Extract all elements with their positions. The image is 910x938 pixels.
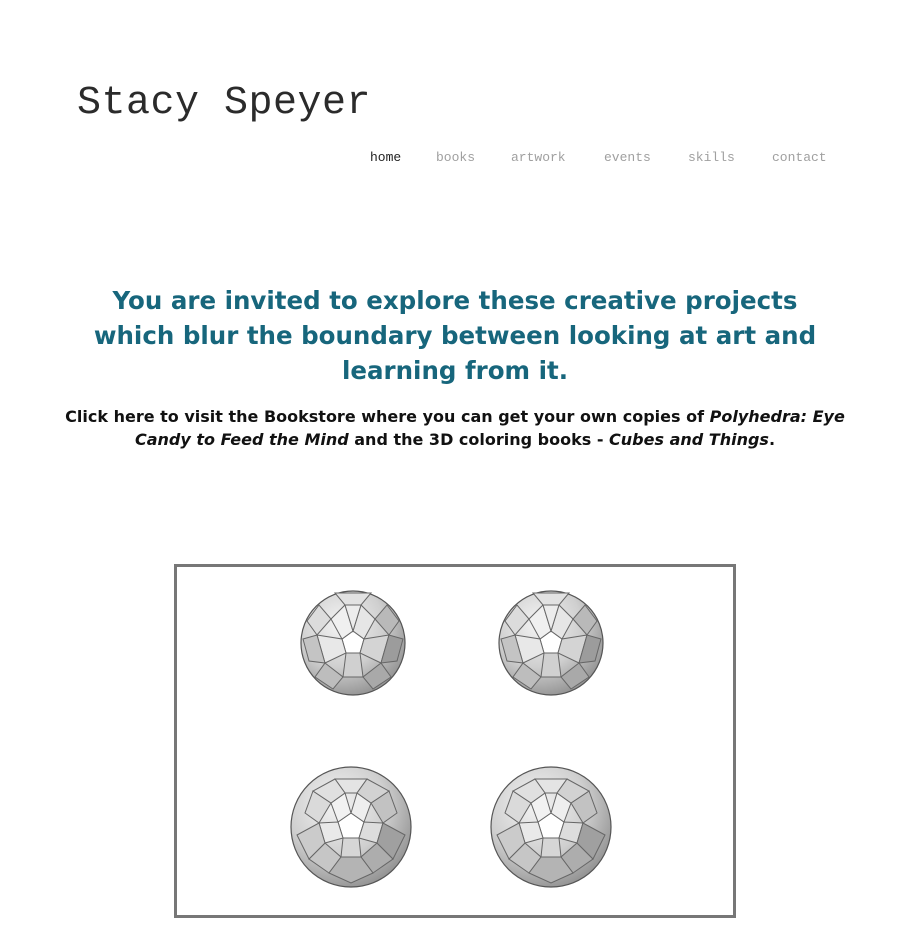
- polyhedron-bottom-right: [491, 767, 611, 887]
- polyhedra-image[interactable]: [174, 564, 736, 918]
- book-title-polyhedra: Polyhedra: Eye Candy to Feed the Mind: [134, 407, 845, 449]
- nav-events[interactable]: events: [604, 150, 651, 165]
- intro-headline: You are invited to explore these creative projects which blur the boundary between looking at art and learning from it.: [93, 286, 817, 385]
- polyhedron-bottom-left: [291, 767, 411, 887]
- main-nav: [0, 149, 910, 167]
- bookstore-text-3: .: [768, 430, 776, 449]
- site-title[interactable]: Stacy Speyer: [77, 81, 372, 126]
- polyhedra-drawings-image: [177, 567, 733, 915]
- nav-artwork[interactable]: artwork: [511, 150, 566, 165]
- book-title-cubes: Cubes and Things: [609, 430, 769, 449]
- polyhedron-top-left: [301, 591, 405, 695]
- nav-home[interactable]: home: [370, 150, 402, 165]
- nav-books[interactable]: books: [436, 150, 476, 165]
- nav-skills[interactable]: skills: [688, 150, 735, 165]
- bookstore-paragraph: [60, 405, 850, 451]
- bookstore-link[interactable]: Click here: [65, 407, 155, 426]
- nav-contact[interactable]: contact: [772, 150, 827, 165]
- polyhedron-top-right: [499, 591, 603, 695]
- bookstore-text-2: and the 3D coloring books -: [348, 430, 610, 449]
- bookstore-text-1: to visit the Bookstore where you can get your own copies of: [154, 407, 710, 426]
